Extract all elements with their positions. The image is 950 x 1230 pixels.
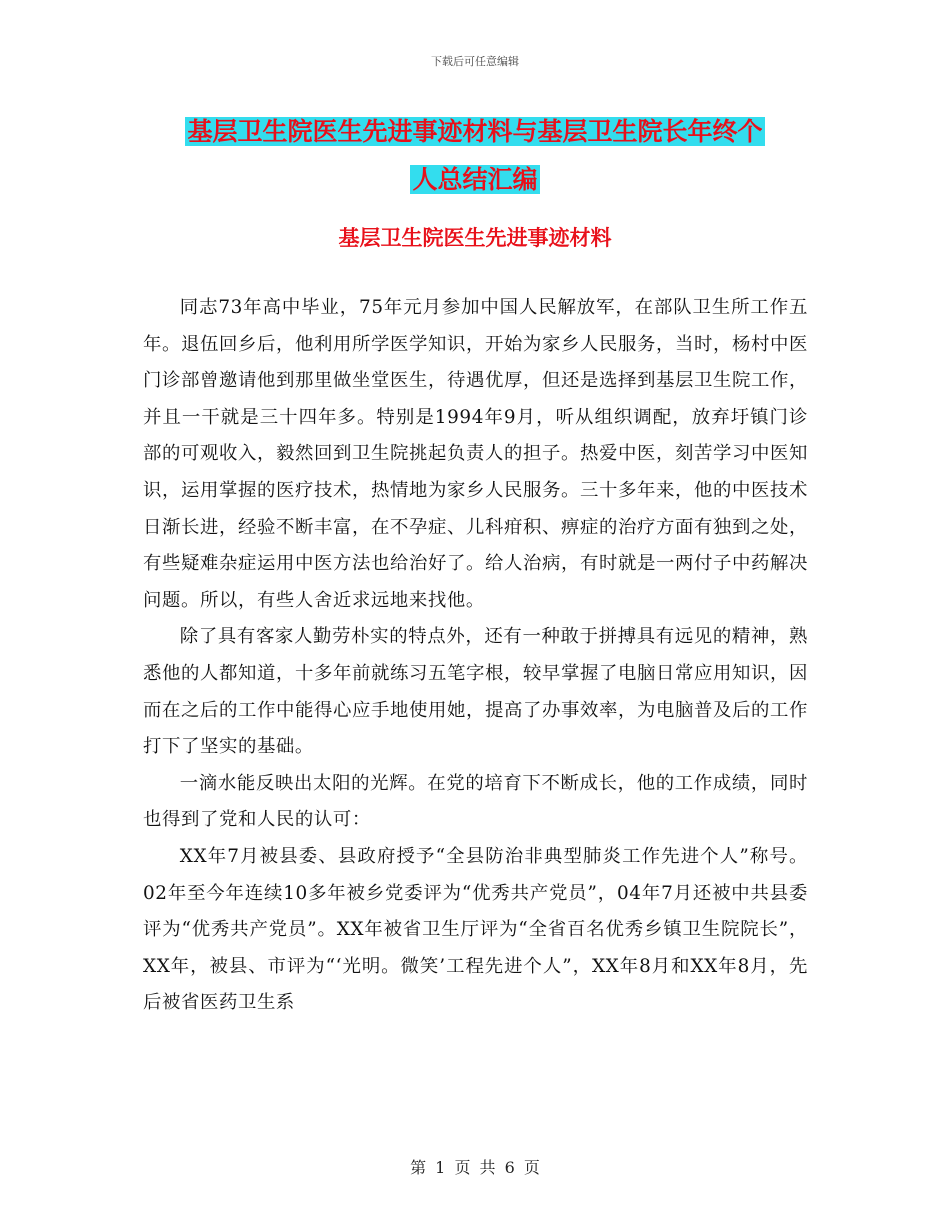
paragraph: 除了具有客家人勤劳朴实的特点外，还有一种敢于拼搏具有远见的精神，熟悉他的人都知道，十多年前就练习五笔字根，较早掌握了电脑日常应用知识，因而在之后的工作中能得心应手地使用她，提高了办事效率，为电脑普及后的工作打下了坚实的基础。 xyxy=(143,626,808,758)
paragraph: 一滴水能反映出太阳的光辉。在党的培育下不断成长，他的工作成绩，同时也得到了党和人民的认可： xyxy=(143,772,808,831)
paragraph: 同志73年高中毕业，75年元月参加中国人民解放军，在部队卫生所工作五年。退伍回乡后，他利用所学医学知识，开始为家乡人民服务，当时，杨村中医门诊部曾邀请他到那里做坐堂医生，待遇优厚，但还是选择到基层卫生院工作，并且一干就是三十四年多。特别是1994年9月，听从组织调配，放弃圩镇门诊部的可观收入，毅然回到卫生院挑起负责人的担子。热爱中医，刻苦学习中医知识，运用掌握的医疗技术，热情地为家乡人民服务。三十多年来，他的中医技术日渐长进，经验不断丰富，在不孕症、儿科疳积、痹症的治疗方面有独到之处，有些疑难杂症运用中医方法也给治好了。给人治病，有时就是一两付子中药解决问题。所以，有些人舍近求远地来找他。 xyxy=(143,297,808,611)
header-note: 下载后可任意编辑 xyxy=(431,55,519,68)
title-line-2: 人总结汇编 xyxy=(412,165,538,194)
title-line-1: 基层卫生院医生先进事迹材料与基层卫生院长年终个 xyxy=(187,117,763,146)
page-number-footer: 第 1 页 共 6 页 xyxy=(410,1158,540,1177)
section-title: 基层卫生院医生先进事迹材料 xyxy=(338,225,612,250)
document-title xyxy=(120,108,830,204)
paragraph: XX年7月被县委、县政府授予“全县防治非典型肺炎工作先进个人”称号。02年至今年连续10多年被乡党委评为“优秀共产党员”，04年7月还被中共县委评为“优秀共产党员”。XX年被省卫生厅评为“全省百名优秀乡镇卫生院院长”，XX年，被县、市评为“‘光明。微笑’工程先进个人”，XX年8月和XX年8月，先后被省医药卫生系 xyxy=(143,845,808,1014)
document-body xyxy=(143,290,808,1022)
